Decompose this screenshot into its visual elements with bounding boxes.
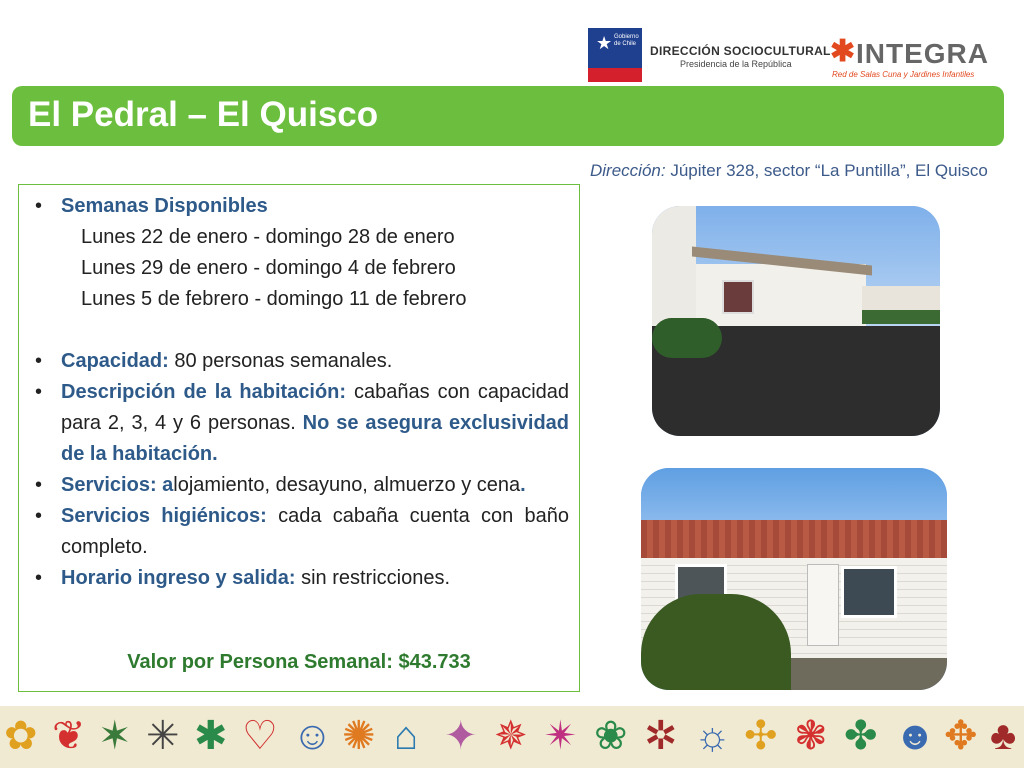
person-doodle-icon: ✱ [194, 714, 228, 758]
title-banner [12, 86, 1004, 146]
cherries-doodle-icon: ❦ [52, 714, 86, 758]
gobierno-de-chile-logo [588, 28, 642, 82]
list-item-schedule [29, 563, 569, 594]
integra-logo [830, 32, 1000, 82]
bird-doodle-icon: ✦ [444, 714, 478, 758]
man-doodle-icon: ✣ [744, 714, 778, 758]
tree-doodle-icon: ♣ [990, 714, 1017, 758]
bullet-icon: • [35, 474, 43, 496]
fish2-doodle-icon: ❃ [794, 714, 828, 758]
schedule-text: sin restricciones. [301, 567, 451, 589]
capacity-label: Capacidad: [61, 350, 169, 372]
integra-mark-icon: ✱ [830, 35, 856, 68]
bullet-icon: • [35, 381, 43, 403]
face-doodle-icon: ☺ [292, 714, 333, 758]
schedule-label: Horario ingreso y salida: [61, 567, 296, 589]
address-label: Dirección: [590, 161, 666, 180]
sun-doodle-icon: ✺ [342, 714, 376, 758]
address [590, 158, 1014, 184]
heart-doodle-icon: ♡ [242, 714, 278, 758]
girl-doodle-icon: ✤ [844, 714, 878, 758]
hygiene-label: Servicios higiénicos: [61, 505, 267, 527]
services-text-a: a [162, 474, 174, 496]
directorate-subtitle: Presidencia de la República [680, 59, 792, 69]
kid-doodle-icon: ✥ [944, 714, 978, 758]
figure2-doodle-icon: ✲ [644, 714, 678, 758]
bullet-icon: • [35, 505, 43, 527]
sun2-doodle-icon: ☼ [694, 714, 731, 758]
week-3: Lunes 5 de febrero - domingo 11 de febrero [81, 288, 467, 310]
room-text: cabañas con capacidad para 2, 3, 4 y 6 personas. [61, 381, 569, 434]
fish-doodle-icon: ✶ [98, 714, 132, 758]
services-text-b: lojamiento, desayuno, almuerzo y cena [173, 474, 521, 496]
flower2-doodle-icon: ❀ [594, 714, 628, 758]
services-period: . [520, 474, 526, 496]
list-item-services [29, 470, 569, 501]
smile-doodle-icon: ☻ [894, 714, 937, 758]
list-item-room [29, 377, 569, 470]
list-item-weeks [29, 191, 569, 315]
list-item-hygiene [29, 501, 569, 563]
hygiene-text: cada cabaña cuenta con baño completo. [61, 505, 569, 558]
capacity-text: 80 personas semanales. [174, 350, 393, 372]
price-line: Valor por Persona Semanal: $43.733 [127, 651, 471, 673]
directorate-title: DIRECCIÓN SOCIOCULTURAL [650, 44, 831, 58]
spider-doodle-icon: ✴ [544, 714, 578, 758]
spacer [29, 315, 569, 346]
star-doodle-icon: ✵ [494, 714, 528, 758]
week-1: Lunes 22 de enero - domingo 28 de enero [81, 226, 455, 248]
star-icon: ★ [596, 33, 613, 53]
figure-doodle-icon: ✳ [146, 714, 180, 758]
page-title: El Pedral – El Quisco [28, 95, 379, 134]
room-label: Descripción de la habitación: [61, 381, 347, 403]
address-text: Júpiter 328, sector “La Puntilla”, El Quisco [670, 161, 988, 180]
list-item-capacity [29, 346, 569, 377]
gov-logo-text: Gobierno de Chile [614, 34, 639, 47]
info-box [18, 184, 580, 692]
info-list [29, 191, 569, 594]
flower-doodle-icon: ✿ [4, 714, 38, 758]
weeks-label: Semanas Disponibles [61, 195, 268, 217]
room-note: No se asegura exclusividad de la habitación. [61, 412, 569, 465]
services-label: Servicios: [61, 474, 157, 496]
week-2: Lunes 29 de enero - domingo 4 de febrero [81, 257, 456, 279]
integra-wordmark: INTEGRA [856, 38, 989, 69]
bullet-icon: • [35, 195, 43, 217]
house-doodle-icon: ⌂ [394, 714, 419, 758]
cabins-photo-1 [652, 206, 940, 436]
integra-tagline: Red de Salas Cuna y Jardines Infantiles [832, 70, 975, 79]
bullet-icon: • [35, 567, 43, 589]
cabins-photo-2 [641, 468, 947, 690]
bullet-icon: • [35, 350, 43, 372]
childrens-drawings-strip [0, 706, 1024, 768]
